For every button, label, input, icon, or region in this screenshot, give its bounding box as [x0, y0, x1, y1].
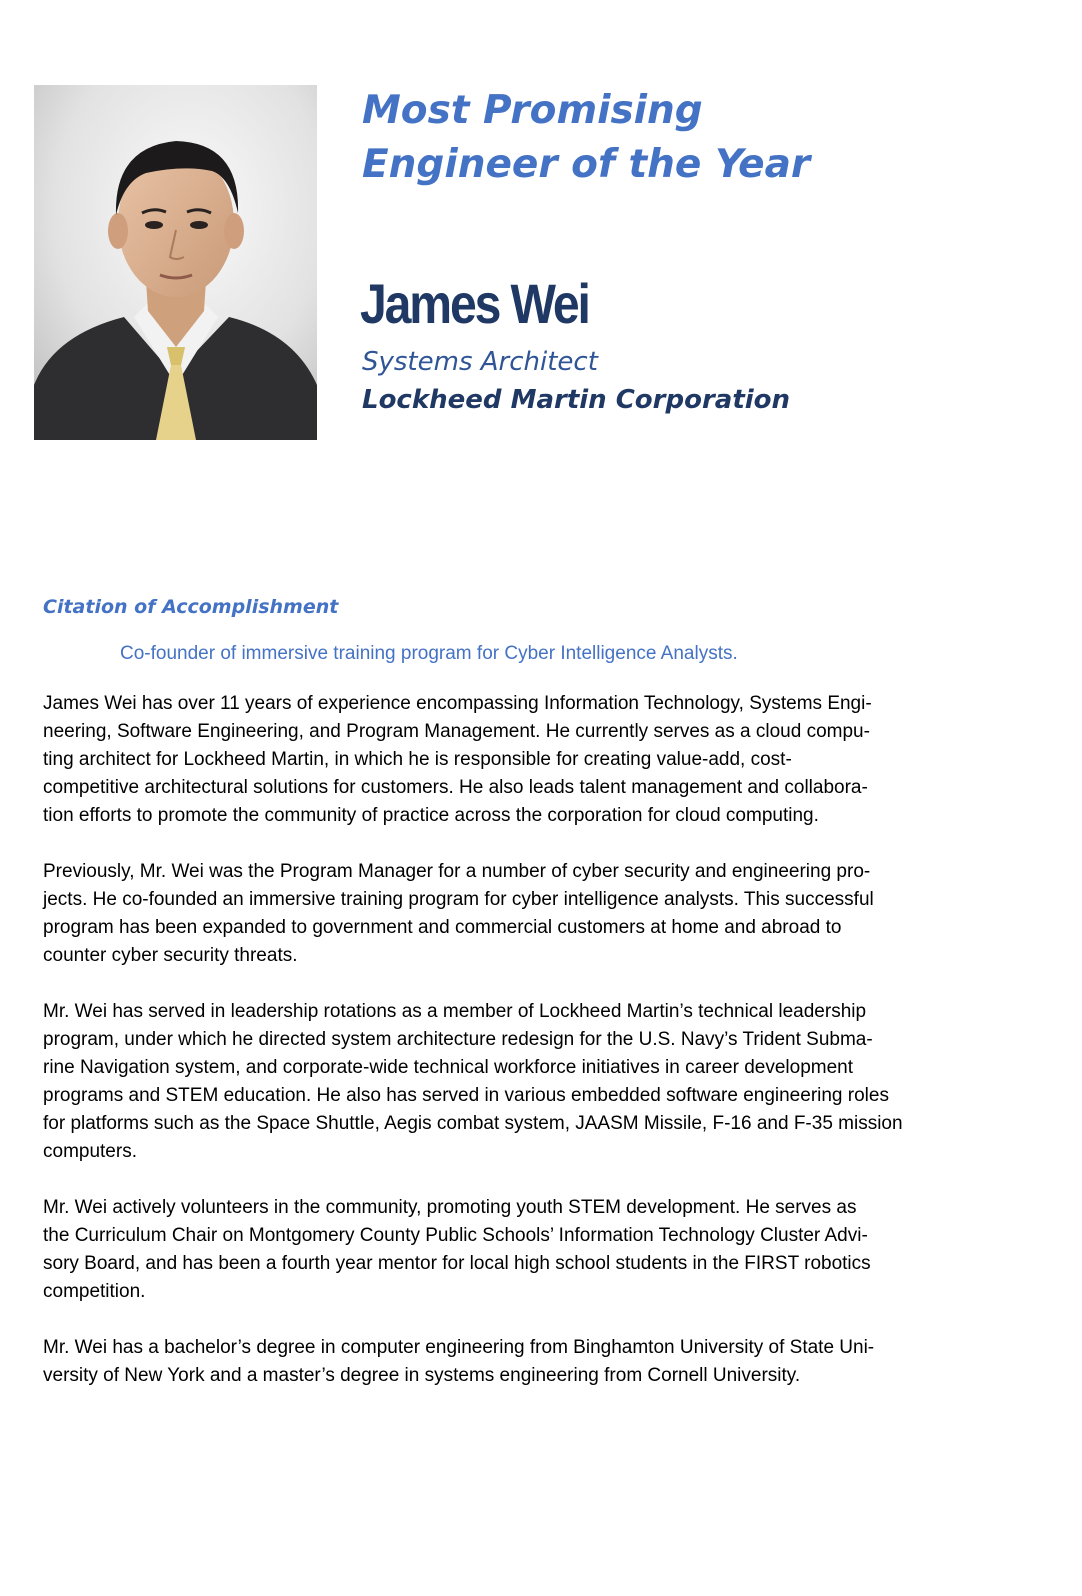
citation-heading: Citation of Accomplishment	[43, 596, 339, 618]
portrait-photo	[34, 85, 317, 440]
person-company: Lockheed Martin Corporation	[362, 385, 791, 415]
bio-line: program, under which he directed system architecture redesign for the U.S. Navy’s Trident Subma-	[43, 1029, 873, 1050]
bio-line: the Curriculum Chair on Montgomery County Public Schools’ Information Technology Cluster Advi-	[43, 1225, 868, 1246]
bio-paragraph	[43, 690, 1003, 830]
portrait-photo-icon	[34, 85, 317, 440]
bio-line: Previously, Mr. Wei was the Program Manager for a number of cyber security and engineering pro-	[43, 861, 871, 882]
bio-line: computers.	[43, 1141, 137, 1162]
person-name: James Wei	[360, 272, 589, 335]
bio-line: sory Board, and has been a fourth year mentor for local high school students in the FIRST robotics	[43, 1253, 871, 1274]
citation-text: Co-founder of immersive training program for Cyber Intelligence Analysts.	[120, 643, 738, 664]
bio-line: neering, Software Engineering, and Program Management. He currently serves as a cloud compu-	[43, 721, 870, 742]
bio-paragraph	[43, 858, 1003, 970]
bio-paragraph	[43, 998, 1003, 1166]
bio-line: tion efforts to promote the community of practice across the corporation for cloud computing.	[43, 805, 819, 826]
bio-line: for platforms such as the Space Shuttle, Aegis combat system, JAASM Missile, F-16 and F-35 mission	[43, 1113, 903, 1134]
bio-line: program has been expanded to government and commercial customers at home and abroad to	[43, 917, 842, 938]
bio-line: competition.	[43, 1281, 146, 1302]
bio-line: Mr. Wei has served in leadership rotations as a member of Lockheed Martin’s technical leadership	[43, 1001, 867, 1022]
bio-line: competitive architectural solutions for customers. He also leads talent management and collabora-	[43, 777, 868, 798]
award-title-line-2: Engineer of the Year	[362, 142, 811, 187]
bio-line: rine Navigation system, and corporate-wide technical workforce initiatives in career development	[43, 1057, 853, 1078]
bio-line: ting architect for Lockheed Martin, in which he is responsible for creating value-add, cost-	[43, 749, 792, 770]
award-title-line-1: Most Promising	[362, 88, 703, 133]
bio-paragraph	[43, 1334, 1003, 1390]
bio-line: programs and STEM education. He also has served in various embedded software engineering roles	[43, 1085, 889, 1106]
bio-line: counter cyber security threats.	[43, 945, 298, 966]
person-role: Systems Architect	[362, 347, 598, 377]
bio-line: James Wei has over 11 years of experience encompassing Information Technology, Systems Engi-	[43, 693, 872, 714]
bio-line: Mr. Wei actively volunteers in the community, promoting youth STEM development. He serves as	[43, 1197, 857, 1218]
bio-line: versity of New York and a master’s degree in systems engineering from Cornell University.	[43, 1365, 801, 1386]
bio-line: Mr. Wei has a bachelor’s degree in computer engineering from Binghamton University of State Uni-	[43, 1337, 875, 1358]
bio-paragraph	[43, 1194, 1003, 1306]
award-title	[362, 84, 922, 192]
bio-line: jects. He co-founded an immersive training program for cyber intelligence analysts. This successful	[43, 889, 874, 910]
biography	[43, 690, 1003, 1418]
